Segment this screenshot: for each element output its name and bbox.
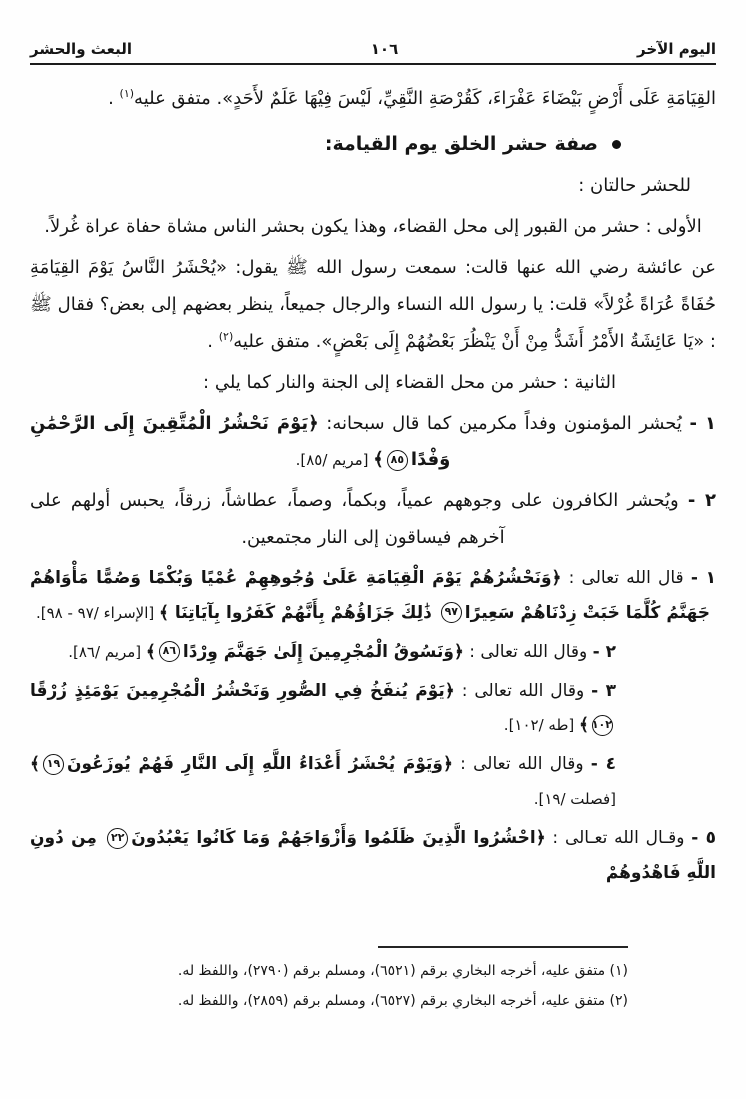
header-section-left: البعث والحشر: [30, 40, 132, 58]
item-intro: وقال الله تعالى :: [452, 754, 591, 775]
paragraph-hadith-continuation: [30, 81, 716, 118]
list1-item-1: [30, 406, 716, 480]
hadith-text: عن عائشة رضي الله عنها قالت: سمعت رسول الله ﷺ يقول: «يُحْشَرُ النَّاسُ يَوْمَ القِيَامَةِ حُفَاةً عُرَاةً غُرْلاً» قلت: يا رسول الله النساء والرجال جميعاً، ينظر بعضهم إلى بعض؟ فقال ﷺ : «يَا عَائِشَةُ الأَمْرُ أَشَدُّ مِنْ أَنْ يَنْظُرَ بَعْضُهُمْ إِلَى بَعْضٍ». متفق عليه: [30, 256, 716, 352]
quran-verse-end: ﴾: [145, 641, 156, 662]
list2-item-5: [30, 821, 716, 891]
footnote-separator: [378, 946, 628, 948]
footnote-2: (٢) متفق عليه، أخرجه البخاري برقم (٦٥٢٧)، ومسلم برقم (٢٨٥٩)، واللفظ له.: [177, 993, 628, 1010]
item-number: ١ -: [690, 568, 716, 589]
hadith-text: القِيَامَةِ عَلَى أَرْضٍ بَيْضَاءَ عَفْرَاءَ، كَقُرْصَةِ النَّقِيِّ، لَيْسَ فِيْهَا عَلَمٌ لأَحَدٍ». متفق عليه: [134, 88, 716, 109]
item-number: ٢ -: [687, 490, 716, 512]
ayah-number-icon: ٢٢: [107, 828, 128, 849]
paragraph-intro: للحشر حالتان :: [578, 175, 691, 197]
ayah-number-icon: ٩٧: [441, 602, 462, 623]
footnote-marker-2: (٢): [218, 329, 234, 343]
list2-item-3: [30, 674, 616, 744]
period: .: [108, 88, 120, 109]
list1-item-2: [30, 483, 716, 557]
item-text: يُحشر المؤمنون وفداً مكرمين كما قال سبحانه:: [318, 412, 690, 434]
item-intro: وقـال الله تعـالى :: [545, 828, 692, 848]
quran-verse: ﴿وَنَسُوقُ الْمُجْرِمِينَ إِلَىٰ جَهَنَّمَ وِرْدًا: [182, 641, 464, 662]
quran-verse: ﴿يَوْمَ يُنفَخُ فِي الصُّورِ وَنَحْشُرُ الْمُجْرِمِينَ يَوْمَئِذٍ زُرْقًا: [30, 680, 455, 701]
ayah-number-icon: ٨٦: [159, 641, 180, 662]
footnote-1: (١) متفق عليه، أخرجه البخاري برقم (٦٥٢١)، ومسلم برقم (٢٧٩٠)، واللفظ له.: [177, 963, 628, 979]
verse-reference: [طه /١٠٢].: [503, 716, 580, 735]
page-number: ١٠٦: [370, 40, 399, 58]
paragraph-case-one: الأولى : حشر من القبور إلى محل القضاء، وهذا يكون بحشر الناس مشاة حفاة عراة غُرلاً.: [44, 216, 702, 238]
quran-verse: ﴿وَيَوْمَ يُحْشَرُ أَعْدَاءُ اللَّهِ إِلَى النَّارِ فَهُمْ يُوزَعُونَ: [66, 754, 453, 775]
list2-item-1: [30, 561, 716, 631]
footnote-marker-1: (١): [119, 87, 135, 100]
verse-reference: [الإسراء /٩٧ - ٩٨].: [35, 603, 159, 622]
paragraph-case-two: الثانية : حشر من محل القضاء إلى الجنة والنار كما يلي :: [203, 371, 616, 393]
verse-reference: [مريم /٨٥].: [295, 451, 374, 470]
page-header: [30, 0, 716, 65]
quran-verse-end: ﴾: [30, 754, 40, 775]
list2-item-2: [30, 635, 616, 670]
quran-verse: ﴿احْشُرُوا الَّذِينَ ظَلَمُوا وَأَزْوَاجَهُمْ وَمَا كَانُوا يَعْبُدُونَ: [131, 828, 546, 848]
item-number: ٤ -: [590, 754, 616, 775]
page-body: [30, 65, 716, 891]
ayah-number-icon: ١٩: [43, 754, 64, 775]
item-number: ١ -: [689, 412, 716, 434]
quran-verse-end: ذَٰلِكَ جَزَاؤُهُمْ بِأَنَّهُمْ كَفَرُوا بِآيَاتِنَا ﴾: [159, 602, 438, 623]
item-intro: قال الله تعالى :: [561, 568, 691, 589]
quran-verse-end: ﴾: [579, 715, 589, 736]
list2-item-4: [30, 747, 616, 817]
item-number: ٣ -: [591, 680, 616, 701]
paragraph-aisha-hadith: [30, 250, 716, 361]
verse-reference: [مريم /٨٦].: [68, 642, 146, 661]
item-number: ٢ -: [592, 641, 616, 662]
item-number: ٥ -: [691, 828, 716, 848]
quran-verse-end: ﴾: [373, 449, 384, 471]
footnotes-area: [30, 946, 716, 1019]
section-heading-text: صفة حشر الخلق يوم القيامة:: [324, 132, 598, 155]
verse-reference: [فصلت /١٩].: [533, 790, 616, 809]
quran-verse: ﴿يَوْمَ نَحْشُرُ الْمُتَّقِينَ إِلَى الرَّحْمَٰنِ وَفْدًا: [30, 412, 451, 471]
item-intro: وقال الله تعالى :: [463, 641, 593, 662]
quran-verse-end: مِن دُونِ اللَّهِ فَاهْدُوهُمْ: [30, 828, 716, 883]
ayah-number-icon: ٨٥: [387, 450, 408, 471]
ayah-number-icon: ١٠٢: [592, 715, 613, 736]
section-heading: [30, 128, 621, 160]
item-intro: وقال الله تعالى :: [454, 680, 592, 701]
period: .: [207, 330, 219, 352]
bullet-icon: [612, 140, 621, 149]
header-section-right: اليوم الآخر: [637, 40, 716, 58]
quran-verse: ﴿وَنَحْشُرُهُمْ يَوْمَ الْقِيَامَةِ عَلَىٰ وُجُوهِهِمْ عُمْيًا وَبُكْمًا وَصُمًّا مَأْوَاهُمْ جَهَنَّمُ كُلَّمَا خَبَتْ زِدْنَاهُمْ سَعِيرًا: [30, 568, 711, 623]
item-text: ويُحشر الكافرون على وجوههم عمياً، وبكماً، وصماً، عطاشاً، زرقاً، يحبس أولهم على آخرهم فيساقون إلى النار مجتمعين.: [30, 490, 688, 549]
